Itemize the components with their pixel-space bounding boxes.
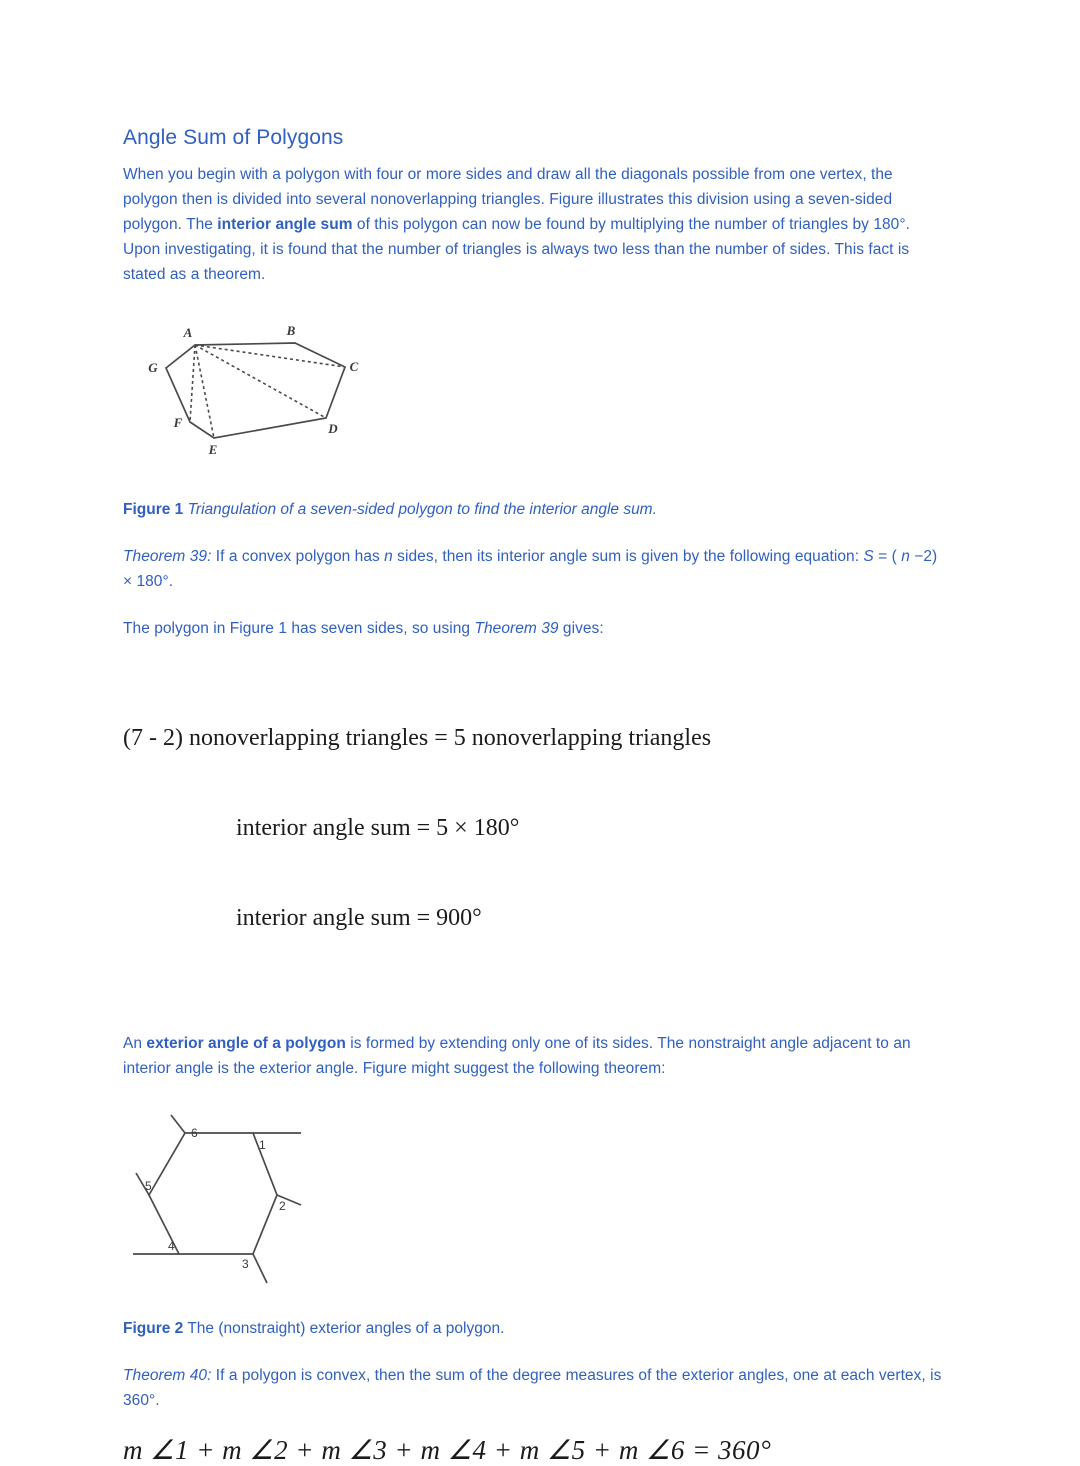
diagonal-a-f <box>190 345 195 422</box>
angle-label-3: 3 <box>242 1257 249 1272</box>
math-block-interior-sum <box>123 663 945 993</box>
spacer <box>123 287 945 317</box>
intro-part1: When you begin with a polygon with four or more sides and draw all the diagonals possible from one vertex, the polygon then is divided into several nonoverlapping triangles. Figure illustrates this division using a seven-sided polygon. The <box>123 166 893 234</box>
spacer <box>123 1286 945 1316</box>
figure-2-caption-label: Figure 2 <box>123 1320 184 1338</box>
figure-2-caption <box>123 1316 945 1341</box>
vertex-label-e: E <box>208 442 218 458</box>
theorem-39-text-b: sides, then its interior angle sum is given by the following equation: <box>392 548 864 566</box>
spacer <box>123 1413 945 1435</box>
exterior-part2: is formed by extending only one of its sides. The nonstraight angle adjacent to an interior angle is the exterior angle. Figure might suggest the following theorem: <box>123 1035 911 1078</box>
theorem-40-label: Theorem 40: <box>123 1367 212 1385</box>
hexagon-outline <box>149 1133 277 1254</box>
figure-2-caption-text: The (nonstraight) exterior angles of a polygon. <box>183 1320 505 1338</box>
extension-angle-6 <box>171 1115 185 1133</box>
diagonal-a-d <box>195 345 326 418</box>
math-block-exterior-sum: m ∠1 + m ∠2 + m ∠3 + m ∠4 + m ∠5 + m ∠6 = 360° <box>123 1435 772 1466</box>
theorem-39 <box>123 544 945 594</box>
spacer <box>123 594 945 616</box>
figure-2-hexagon <box>123 1111 945 1286</box>
extension-angle-3 <box>253 1254 267 1283</box>
spacer <box>123 467 945 497</box>
theorem-39-var-n: n <box>384 548 393 566</box>
figure-1-heptagon <box>133 317 945 467</box>
theorem-39-label: Theorem 39: <box>123 548 212 566</box>
vertex-label-b: B <box>286 323 296 339</box>
figure-1-caption-text: Triangulation of a seven-sided polygon to find the interior angle sum. <box>183 501 657 519</box>
angle-label-5: 5 <box>145 1179 152 1194</box>
exterior-angle-paragraph <box>123 1031 945 1081</box>
heptagon-outline <box>166 343 345 438</box>
lead-in-text-a: The polygon in Figure 1 has seven sides, so using <box>123 620 475 638</box>
theorem-39-equation-eq: = ( <box>873 548 902 566</box>
figure-2-svg <box>123 1111 323 1286</box>
math-line-3: interior angle sum = 900° <box>236 905 482 932</box>
theorem-39-equation-s: S <box>863 548 874 566</box>
theorem-39-equation-tail: −2) × 180°. <box>123 548 938 591</box>
theorem-40 <box>123 1363 945 1413</box>
spacer <box>123 641 945 663</box>
vertex-label-c: C <box>349 359 359 375</box>
angle-label-2: 2 <box>279 1199 286 1214</box>
spacer <box>123 993 945 1031</box>
vertex-label-a: A <box>183 325 193 341</box>
theorem-39-text-a: If a convex polygon has <box>211 548 385 566</box>
diagonal-a-e <box>195 345 214 438</box>
page-title: Angle Sum of Polygons <box>123 126 344 149</box>
spacer <box>123 1341 945 1363</box>
spacer <box>123 1081 945 1111</box>
figure-1-caption <box>123 497 945 522</box>
intro-paragraph <box>123 162 945 287</box>
figure-1-svg <box>133 317 393 467</box>
angle-label-4: 4 <box>168 1239 175 1254</box>
theorem-39-equation-n: n <box>901 548 910 566</box>
vertex-label-d: D <box>328 421 338 437</box>
figure-1-caption-label: Figure 1 <box>123 501 184 519</box>
lead-in-paragraph <box>123 616 945 641</box>
vertex-label-g: G <box>148 360 158 376</box>
vertex-label-f: F <box>173 415 183 431</box>
lead-in-text-b: gives: <box>558 620 604 638</box>
math-line-1: (7 - 2) nonoverlapping triangles = 5 nonoverlapping triangles <box>123 725 712 752</box>
angle-label-1: 1 <box>259 1138 266 1153</box>
document-page <box>123 124 945 1466</box>
intro-part2: of this polygon can now be found by multiplying the number of triangles by 180°. Upon investigating, it is found that the number of triangles is always two less than the number of sides. This fact is stated as a theorem. <box>123 216 910 284</box>
exterior-part1: An <box>123 1035 147 1053</box>
lead-in-theorem-ref: Theorem 39 <box>474 620 559 638</box>
spacer <box>123 522 945 544</box>
math-line-2: interior angle sum = 5 × 180° <box>236 815 520 842</box>
intro-bold-term: interior angle sum <box>217 216 353 234</box>
theorem-40-text: If a polygon is convex, then the sum of the degree measures of the exterior angles, one at each vertex, is 360°. <box>123 1367 942 1410</box>
exterior-bold-term: exterior angle of a polygon <box>146 1035 346 1053</box>
angle-label-6: 6 <box>191 1126 198 1141</box>
